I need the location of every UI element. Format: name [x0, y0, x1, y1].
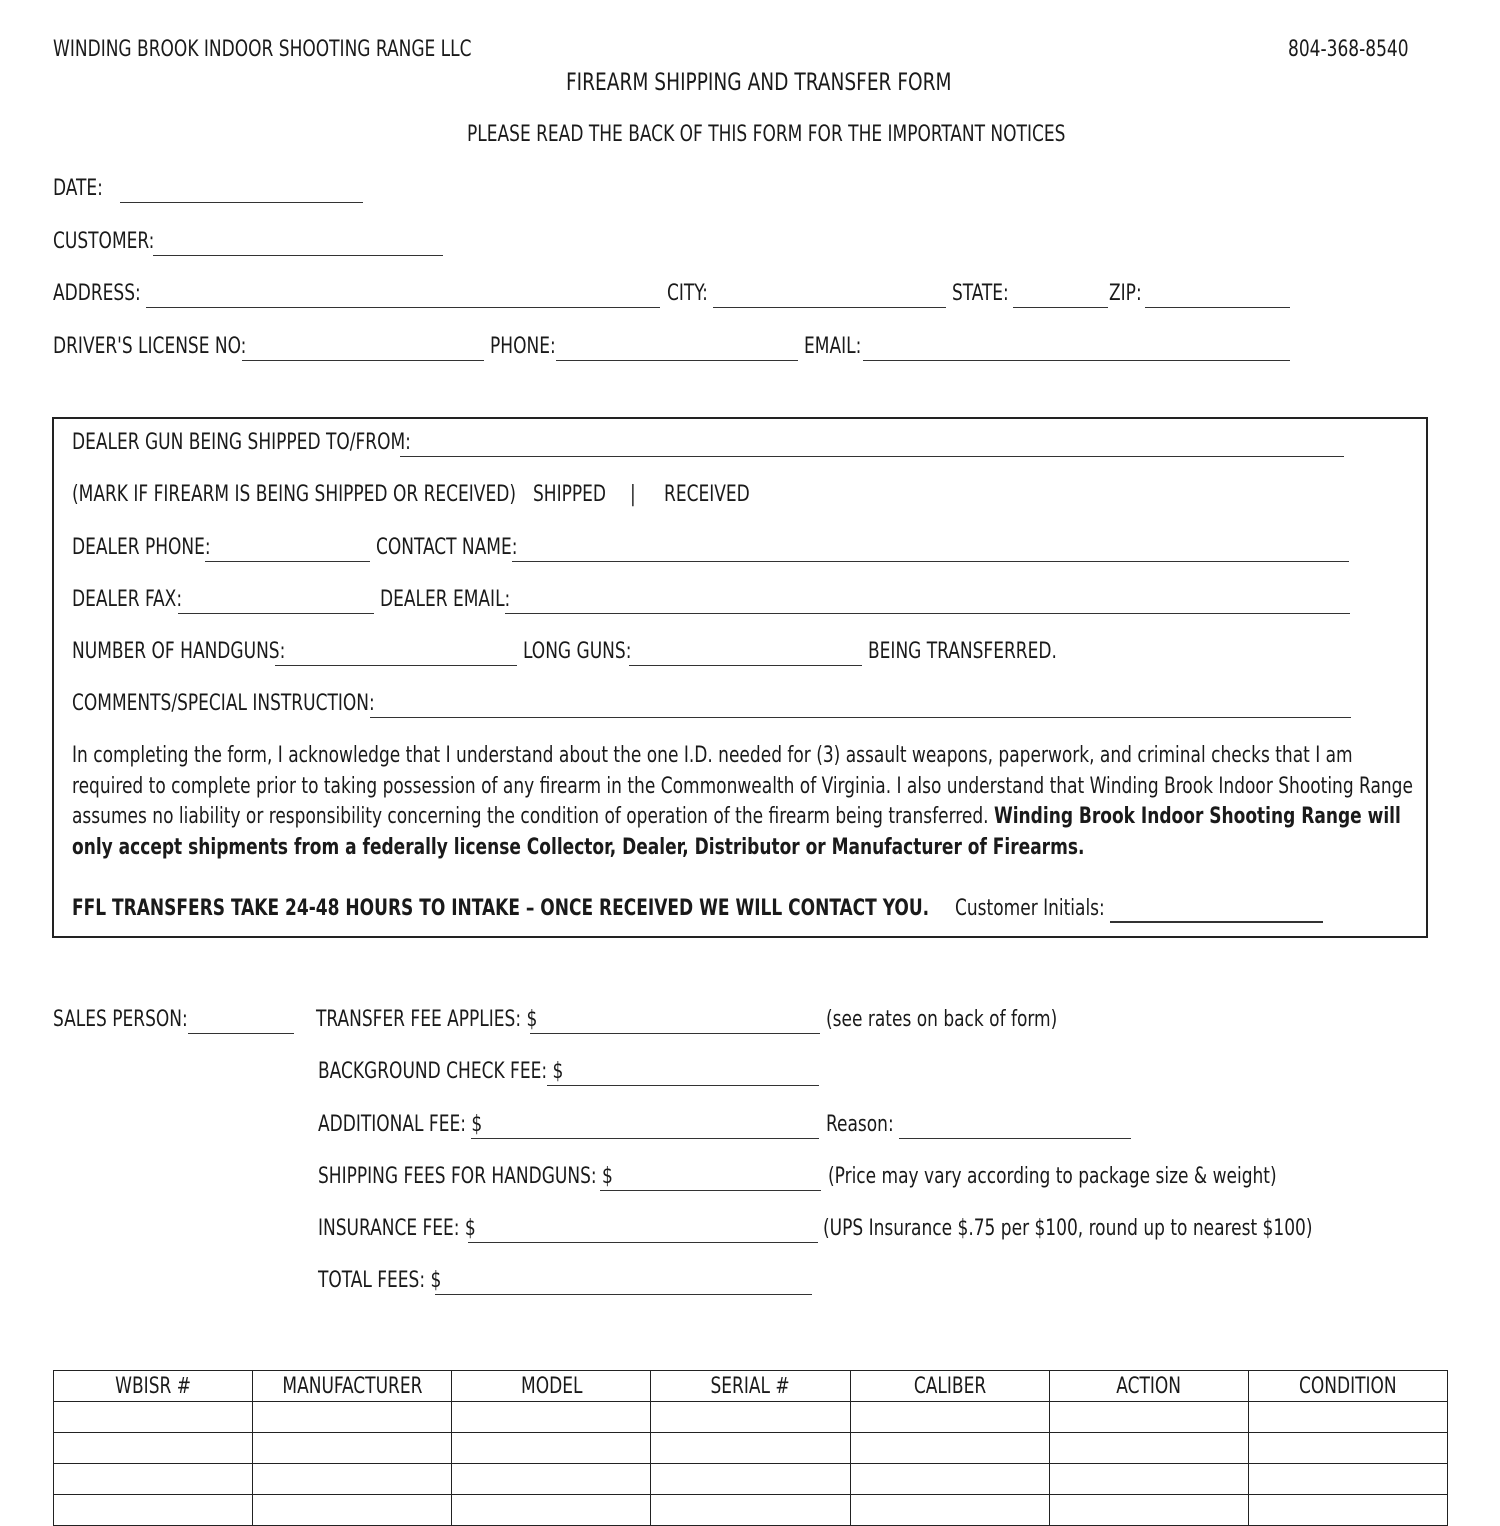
customer-label: CUSTOMER:: [53, 229, 155, 254]
acknowledgement-bold: Winding Brook Indoor Shooting Range will only accept shipments from a federally license Collector, Dealer, Distributor or Manufacturer of Firearms.: [72, 804, 1401, 860]
notice-text: PLEASE READ THE BACK OF THIS FORM FOR THE IMPORTANT NOTICES: [467, 122, 1066, 147]
table-cell[interactable]: [54, 1402, 253, 1433]
column-header-wbisr: WBISR #: [54, 1371, 253, 1402]
customer-field[interactable]: [153, 255, 443, 256]
firearms-table: [53, 1370, 1448, 1526]
transfer-fee-field[interactable]: [530, 1033, 820, 1034]
table-cell[interactable]: [1049, 1464, 1248, 1495]
table-cell[interactable]: [651, 1433, 850, 1464]
acknowledgement-paragraph: [72, 741, 1500, 863]
table-cell[interactable]: [1248, 1402, 1447, 1433]
table-row: [54, 1495, 1448, 1526]
shipping-fee-field[interactable]: [600, 1190, 821, 1191]
contact-name-field[interactable]: [512, 561, 1349, 562]
option-separator: |: [630, 482, 636, 507]
table-header-row: [54, 1371, 1448, 1402]
long-guns-field[interactable]: [629, 665, 862, 666]
table-cell[interactable]: [452, 1433, 651, 1464]
sales-person-label: SALES PERSON:: [53, 1007, 188, 1032]
email-label: EMAIL:: [804, 334, 862, 359]
table-cell[interactable]: [651, 1402, 850, 1433]
ffl-notice: FFL TRANSFERS TAKE 24-48 HOURS TO INTAKE – ONCE RECEIVED WE WILL CONTACT YOU.: [72, 896, 930, 921]
table-cell[interactable]: [253, 1433, 452, 1464]
table-cell[interactable]: [1248, 1464, 1447, 1495]
shipping-fee-label: SHIPPING FEES FOR HANDGUNS: $: [318, 1164, 613, 1189]
table-cell[interactable]: [1049, 1402, 1248, 1433]
date-label: DATE:: [53, 176, 103, 201]
address-field[interactable]: [146, 307, 660, 308]
table-cell[interactable]: [54, 1433, 253, 1464]
table-cell[interactable]: [54, 1495, 253, 1526]
license-label: DRIVER'S LICENSE NO:: [53, 334, 247, 359]
table-cell[interactable]: [452, 1495, 651, 1526]
insurance-fee-note: (UPS Insurance $.75 per $100, round up to nearest $100): [823, 1216, 1313, 1241]
company-phone: 804-368-8540: [1288, 37, 1409, 62]
acknowledgement-text: In completing the form, I acknowledge that I understand about the one I.D. needed for (3) assault weapons, paperwork, and criminal checks that I am required to complete prior to taking possession of any firearm in the Commonwealth of Virginia. I also understand that Winding Brook Indoor Shooting Range assumes no liability or responsibility concerning the condition of operation of the firearm being transferred.: [72, 743, 1413, 829]
column-header-model: MODEL: [452, 1371, 651, 1402]
long-guns-label: LONG GUNS:: [523, 639, 632, 664]
phone-label: PHONE:: [490, 334, 556, 359]
reason-field[interactable]: [899, 1138, 1131, 1139]
phone-field[interactable]: [556, 360, 798, 361]
table-cell[interactable]: [452, 1402, 651, 1433]
shipping-fee-note: (Price may vary according to package size & weight): [828, 1164, 1277, 1189]
insurance-fee-label: INSURANCE FEE: $: [318, 1216, 476, 1241]
insurance-fee-field[interactable]: [468, 1242, 818, 1243]
contact-name-label: CONTACT NAME:: [376, 535, 518, 560]
table-cell[interactable]: [850, 1495, 1049, 1526]
handguns-label: NUMBER OF HANDGUNS:: [72, 639, 286, 664]
table-row: [54, 1433, 1448, 1464]
total-fees-label: TOTAL FEES: $: [318, 1268, 442, 1293]
dealer-fax-field[interactable]: [178, 613, 374, 614]
city-field[interactable]: [713, 307, 946, 308]
table-cell[interactable]: [850, 1402, 1049, 1433]
zip-field[interactable]: [1145, 307, 1290, 308]
company-name: WINDING BROOK INDOOR SHOOTING RANGE LLC: [53, 37, 472, 62]
dealer-fax-label: DEALER FAX:: [72, 587, 183, 612]
dealer-phone-label: DEALER PHONE:: [72, 535, 211, 560]
table-row: [54, 1464, 1448, 1495]
table-cell[interactable]: [253, 1464, 452, 1495]
reason-label: Reason:: [826, 1112, 894, 1137]
dealer-phone-field[interactable]: [205, 561, 370, 562]
transfer-fee-label: TRANSFER FEE APPLIES: $: [316, 1007, 538, 1032]
table-cell[interactable]: [1049, 1495, 1248, 1526]
table-cell[interactable]: [651, 1495, 850, 1526]
license-field[interactable]: [242, 360, 484, 361]
total-fees-field[interactable]: [435, 1294, 812, 1295]
additional-fee-field[interactable]: [471, 1138, 819, 1139]
background-fee-label: BACKGROUND CHECK FEE: $: [318, 1059, 564, 1084]
column-header-manufacturer: MANUFACTURER: [253, 1371, 452, 1402]
city-label: CITY:: [667, 281, 708, 306]
column-header-serial: SERIAL #: [651, 1371, 850, 1402]
table-cell[interactable]: [54, 1464, 253, 1495]
table-cell[interactable]: [1049, 1433, 1248, 1464]
table-cell[interactable]: [850, 1464, 1049, 1495]
transfer-fee-note: (see rates on back of form): [826, 1007, 1058, 1032]
comments-field[interactable]: [370, 717, 1351, 718]
shipped-option[interactable]: SHIPPED: [533, 482, 607, 507]
state-field[interactable]: [1013, 307, 1108, 308]
address-label: ADDRESS:: [53, 281, 141, 306]
table-cell[interactable]: [253, 1402, 452, 1433]
zip-label: ZIP:: [1109, 281, 1142, 306]
table-cell[interactable]: [651, 1464, 850, 1495]
sales-person-field[interactable]: [188, 1033, 294, 1034]
table-cell[interactable]: [253, 1495, 452, 1526]
dealer-email-label: DEALER EMAIL:: [380, 587, 511, 612]
table-cell[interactable]: [1248, 1433, 1447, 1464]
table-row: [54, 1402, 1448, 1433]
column-header-action: ACTION: [1049, 1371, 1248, 1402]
comments-label: COMMENTS/SPECIAL INSTRUCTION:: [72, 691, 375, 716]
additional-fee-label: ADDITIONAL FEE: $: [318, 1112, 483, 1137]
dealer-email-field[interactable]: [505, 613, 1350, 614]
handguns-field[interactable]: [275, 665, 517, 666]
column-header-condition: CONDITION: [1248, 1371, 1447, 1402]
dealer-shipped-field[interactable]: [400, 456, 1344, 457]
form-title: FIREARM SHIPPING AND TRANSFER FORM: [566, 68, 952, 96]
email-field[interactable]: [863, 360, 1290, 361]
customer-initials-field[interactable]: [1110, 921, 1323, 923]
state-label: STATE:: [952, 281, 1009, 306]
background-fee-field[interactable]: [547, 1085, 819, 1086]
mark-instruction: (MARK IF FIREARM IS BEING SHIPPED OR RECEIVED): [72, 482, 516, 507]
table-cell[interactable]: [1248, 1495, 1447, 1526]
dealer-shipped-label: DEALER GUN BEING SHIPPED TO/FROM:: [72, 430, 411, 455]
customer-initials-label: Customer Initials:: [955, 896, 1105, 921]
table-cell[interactable]: [452, 1464, 651, 1495]
being-transferred-text: BEING TRANSFERRED.: [868, 639, 1057, 664]
date-field[interactable]: [120, 202, 363, 203]
column-header-caliber: CALIBER: [850, 1371, 1049, 1402]
table-cell[interactable]: [850, 1433, 1049, 1464]
received-option[interactable]: RECEIVED: [664, 482, 750, 507]
